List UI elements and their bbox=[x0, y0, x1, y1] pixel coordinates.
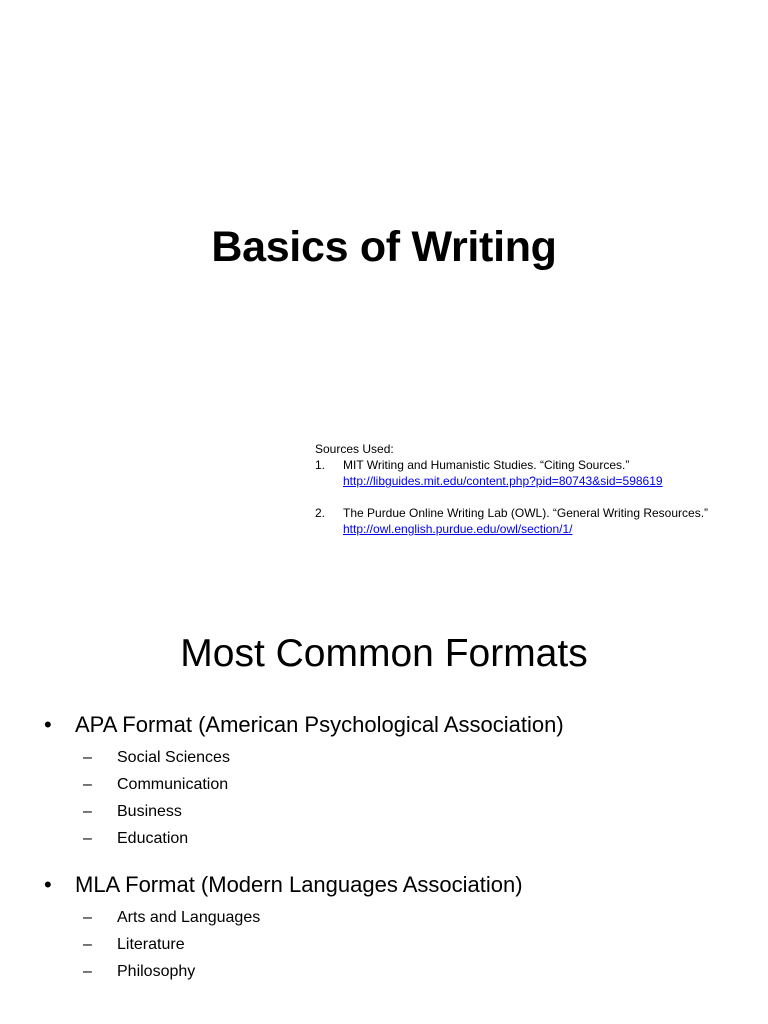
slide-formats-heading: Most Common Formats bbox=[180, 632, 588, 675]
slide-title-heading: Basics of Writing bbox=[211, 223, 557, 271]
subject-label: Education bbox=[117, 830, 189, 847]
dash-icon: – bbox=[83, 909, 92, 926]
dash-icon: – bbox=[83, 749, 92, 766]
subject-label: Business bbox=[117, 803, 182, 820]
formats-list bbox=[44, 706, 744, 985]
subject-label: Arts and Languages bbox=[117, 909, 261, 926]
dash-icon: – bbox=[83, 936, 92, 953]
subject-label: Philosophy bbox=[117, 963, 196, 980]
format-subjects bbox=[75, 744, 744, 852]
source-item-1 bbox=[315, 457, 755, 489]
dash-icon: – bbox=[83, 830, 92, 847]
source-link-mit[interactable]: http://libguides.mit.edu/content.php?pid=80743&sid=598619 bbox=[343, 474, 663, 488]
subject-item bbox=[83, 958, 744, 985]
subject-label: Communication bbox=[117, 776, 229, 793]
sources-heading: Sources Used: bbox=[315, 442, 394, 456]
subject-label: Social Sciences bbox=[117, 749, 230, 766]
source-item-2 bbox=[315, 505, 755, 537]
source-number: 2. bbox=[315, 506, 326, 520]
dash-icon: – bbox=[83, 776, 92, 793]
subject-label: Literature bbox=[117, 936, 185, 953]
subject-item bbox=[83, 825, 744, 852]
source-link-purdue[interactable]: http://owl.english.purdue.edu/owl/section/1/ bbox=[343, 522, 573, 536]
subject-item bbox=[83, 904, 744, 931]
sources-block bbox=[315, 441, 755, 537]
source-text: MIT Writing and Humanistic Studies. “Citing Sources.” bbox=[343, 458, 630, 472]
format-bullet-apa bbox=[44, 706, 744, 852]
bullet-icon: • bbox=[44, 712, 52, 737]
subject-item bbox=[83, 798, 744, 825]
source-text: The Purdue Online Writing Lab (OWL). “General Writing Resources.” bbox=[343, 506, 709, 520]
subject-item bbox=[83, 931, 744, 958]
dash-icon: – bbox=[83, 963, 92, 980]
format-bullet-mla bbox=[44, 866, 744, 985]
format-label: APA Format (American Psychological Association) bbox=[75, 712, 564, 737]
format-label: MLA Format (Modern Languages Association) bbox=[75, 872, 523, 897]
source-number: 1. bbox=[315, 458, 326, 472]
slide-formats bbox=[0, 576, 768, 1024]
format-subjects bbox=[75, 904, 744, 985]
bullet-icon: • bbox=[44, 872, 52, 897]
subject-item bbox=[83, 771, 744, 798]
subject-item bbox=[83, 744, 744, 771]
dash-icon: – bbox=[83, 803, 92, 820]
